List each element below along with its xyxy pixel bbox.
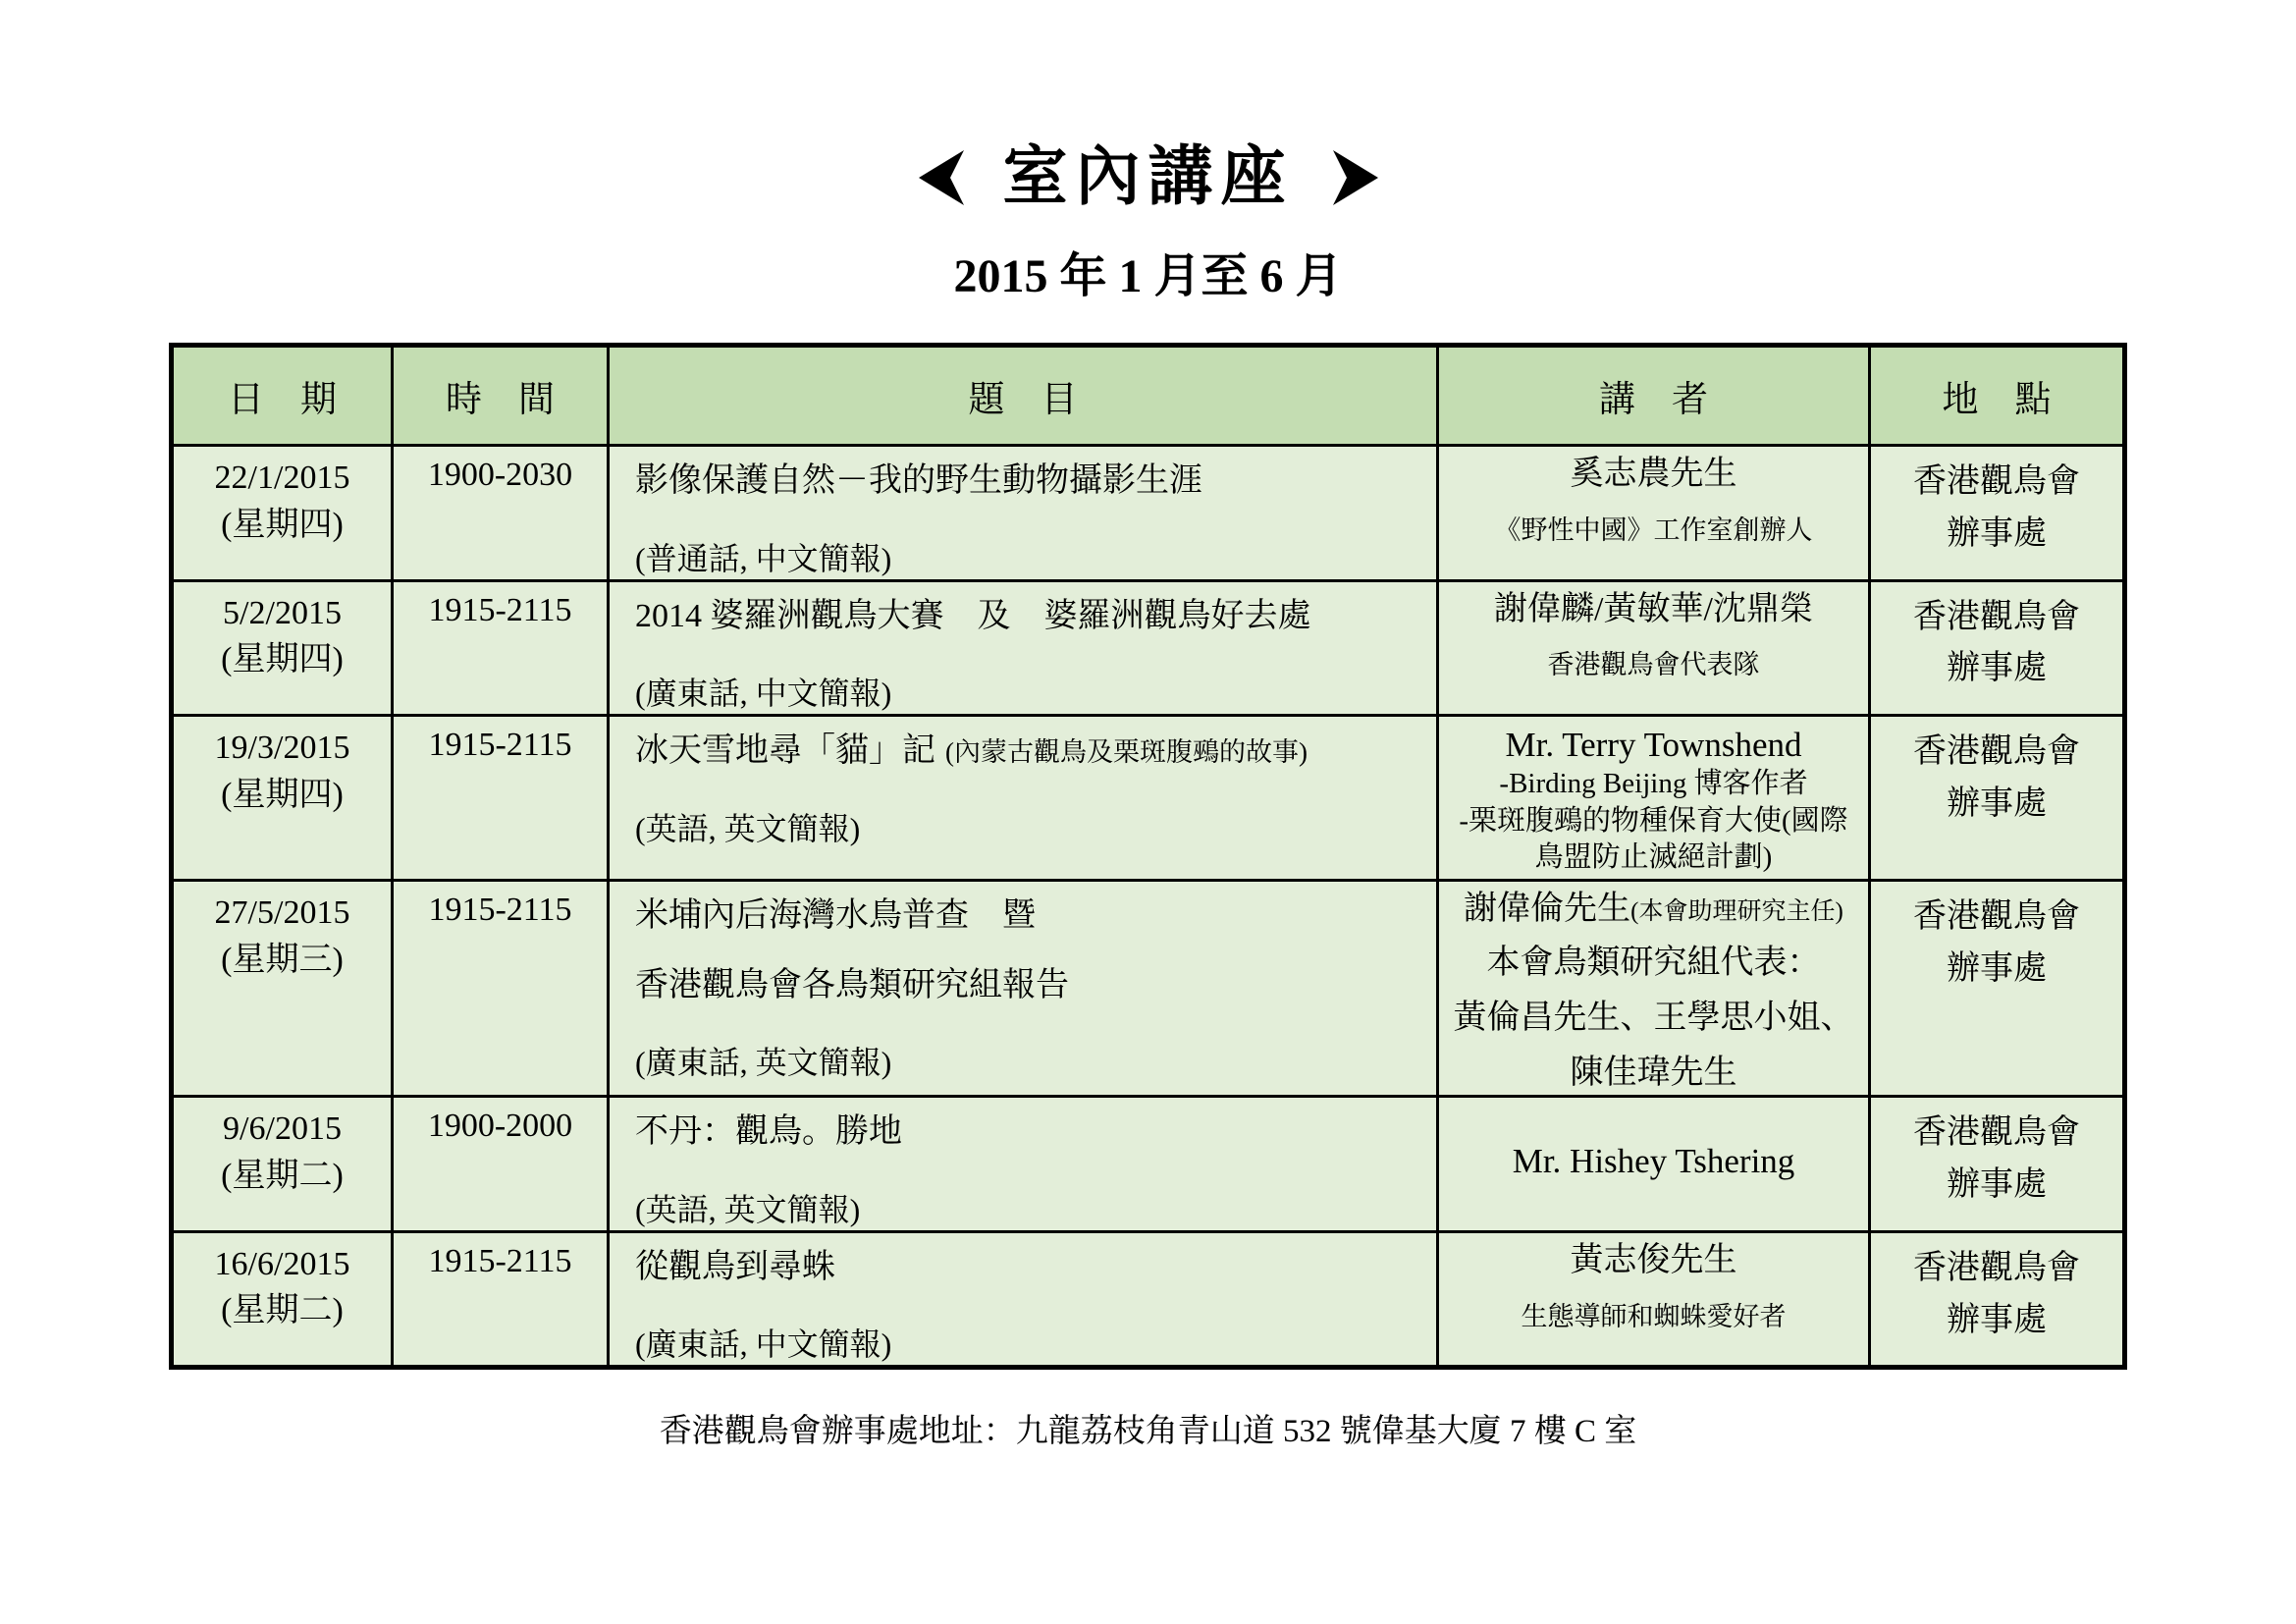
- topic-title: 米埔內后海灣水鳥普查 暨: [635, 897, 1036, 934]
- location-line: 香港觀鳥會: [1913, 463, 2080, 500]
- date-cell: [172, 881, 393, 1097]
- location-line: 辦事處: [1947, 514, 2047, 552]
- speaker-name: Mr. Terry Townshend: [1505, 726, 1802, 764]
- time-cell: 1915-2115: [393, 580, 609, 716]
- speaker-description: 香港觀鳥會代表隊: [1547, 650, 1760, 680]
- topic-title: [635, 731, 1426, 773]
- speaker-name-text: 謝偉倫先生: [1464, 891, 1631, 927]
- topic-language-note: (英語, 英文簡報): [635, 810, 861, 846]
- topic-language-note: (廣東話, 中文簡報): [635, 1326, 892, 1363]
- speaker-description: 《野性中國》工作室創辦人: [1494, 514, 1813, 545]
- location-line: 辦事處: [1947, 949, 2047, 987]
- location-line: 香港觀鳥會: [1913, 733, 2080, 770]
- table-row: [172, 1097, 2125, 1232]
- topic-title: 從觀鳥到尋蛛: [635, 1248, 835, 1285]
- speaker-name: Mr. Hishey Tshering: [1512, 1141, 1795, 1180]
- topic-cell: [609, 716, 1438, 881]
- speaker-name: 謝偉麟/黃敏華/沈鼎榮: [1494, 590, 1813, 627]
- header-location: 地 點: [1870, 346, 2125, 446]
- date-value: 22/1/2015: [214, 460, 350, 496]
- date-value: 9/6/2015: [223, 1110, 342, 1148]
- table-row: [172, 716, 2125, 881]
- topic-cell: [609, 580, 1438, 716]
- speaker-description: -栗斑腹鵐的物種保育大使(國際鳥盟防止滅絕計劃): [1459, 804, 1848, 874]
- time-cell: 1915-2115: [393, 716, 609, 881]
- location-line: 香港觀鳥會: [1913, 1114, 2080, 1152]
- topic-title-text: 冰天雪地尋「貓」記: [635, 732, 935, 769]
- date-weekday: (星期四): [221, 776, 344, 813]
- speaker-cell: [1438, 1097, 1870, 1232]
- date-value: 5/2/2015: [223, 594, 342, 631]
- speaker-description: -Birding Beijing 博客作者: [1499, 768, 1808, 799]
- arrowhead-left-icon: [919, 150, 964, 205]
- date-weekday: (星期二): [221, 1157, 344, 1194]
- location-cell: [1870, 446, 2125, 581]
- speaker-cell: [1438, 716, 1870, 881]
- speaker-cell: [1438, 580, 1870, 716]
- date-weekday: (星期二): [221, 1292, 344, 1329]
- header-speaker: 講 者: [1438, 346, 1870, 446]
- location-line: 辦事處: [1947, 785, 2047, 822]
- speaker-description: 黃倫昌先生、王學思小姐、: [1453, 999, 1854, 1036]
- location-cell: [1870, 1231, 2125, 1368]
- header-date: 日 期: [172, 346, 393, 446]
- location-line: 辦事處: [1947, 1301, 2047, 1338]
- table-row: [172, 1231, 2125, 1368]
- topic-cell: [609, 1097, 1438, 1232]
- topic-language-note: (普通話, 中文簡報): [635, 540, 892, 576]
- page-title-text: 室內講座: [1002, 141, 1294, 213]
- table-row: [172, 446, 2125, 581]
- table-row: [172, 881, 2125, 1097]
- date-value: 16/6/2015: [214, 1245, 350, 1282]
- date-cell: [172, 580, 393, 716]
- header-time: 時 間: [393, 346, 609, 446]
- location-cell: [1870, 881, 2125, 1097]
- time-cell: 1900-2000: [393, 1097, 609, 1232]
- arrowhead-right-icon: [1333, 150, 1378, 205]
- speaker-description: 本會鳥類研究組代表：: [1486, 944, 1821, 981]
- date-value: 19/3/2015: [214, 730, 350, 766]
- page-subtitle: 2015 年 1 月至 6 月: [953, 250, 1343, 302]
- topic-language-note: (廣東話, 中文簡報): [635, 676, 892, 711]
- topic-language-note: (廣東話, 英文簡報): [635, 1045, 892, 1080]
- location-line: 辦事處: [1947, 650, 2047, 687]
- location-line: 香港觀鳥會: [1913, 898, 2080, 935]
- topic-cell: [609, 446, 1438, 581]
- date-weekday: (星期四): [221, 506, 344, 543]
- speaker-name: 黃志俊先生: [1570, 1241, 1737, 1278]
- time-cell: 1915-2115: [393, 1231, 609, 1368]
- topic-title: 不丹：觀鳥。勝地: [635, 1113, 902, 1151]
- date-cell: [172, 446, 393, 581]
- location-cell: [1870, 1097, 2125, 1232]
- topic-title: 影像保護自然－我的野生動物攝影生涯: [635, 462, 1202, 499]
- date-weekday: (星期四): [221, 641, 344, 678]
- speaker-description: 生態導師和蜘蛛愛好者: [1521, 1301, 1787, 1331]
- speaker-cell: [1438, 1231, 1870, 1368]
- header-row: [172, 346, 2125, 446]
- location-line: 香港觀鳥會: [1913, 1249, 2080, 1286]
- location-cell: [1870, 716, 2125, 881]
- topic-title-line2: 香港觀鳥會各鳥類研究組報告: [635, 966, 1069, 1003]
- speaker-name: 奚志農先生: [1570, 456, 1737, 492]
- topic-title: 2014 婆羅洲觀鳥大賽 及 婆羅洲觀鳥好去處: [635, 597, 1311, 634]
- date-cell: [172, 1231, 393, 1368]
- speaker-role-note: (本會助理研究主任): [1630, 898, 1843, 925]
- topic-cell: [609, 881, 1438, 1097]
- topic-cell: [609, 1231, 1438, 1368]
- topic-language-note: (英語, 英文簡報): [635, 1191, 861, 1227]
- speaker-cell: [1438, 881, 1870, 1097]
- speaker-name: [1445, 890, 1862, 930]
- header-topic: 題 目: [609, 346, 1438, 446]
- speaker-cell: [1438, 446, 1870, 581]
- table-row: [172, 580, 2125, 716]
- location-cell: [1870, 580, 2125, 716]
- speaker-description: 陳佳瑋先生: [1570, 1055, 1737, 1092]
- location-line: 辦事處: [1947, 1166, 2047, 1204]
- office-address-note: 香港觀鳥會辦事處地址：九龍荔枝角青山道 532 號偉基大廈 7 樓 C 室: [659, 1414, 1637, 1450]
- date-cell: [172, 1097, 393, 1232]
- lecture-schedule-table: [169, 343, 2127, 1370]
- time-cell: 1900-2030: [393, 446, 609, 581]
- date-value: 27/5/2015: [214, 894, 350, 931]
- location-line: 香港觀鳥會: [1913, 598, 2080, 635]
- time-cell: 1915-2115: [393, 881, 609, 1097]
- date-weekday: (星期三): [221, 941, 344, 978]
- page-title: [0, 0, 2296, 213]
- date-cell: [172, 716, 393, 881]
- topic-title-subnote: (內蒙古觀鳥及栗斑腹鵐的故事): [945, 737, 1308, 767]
